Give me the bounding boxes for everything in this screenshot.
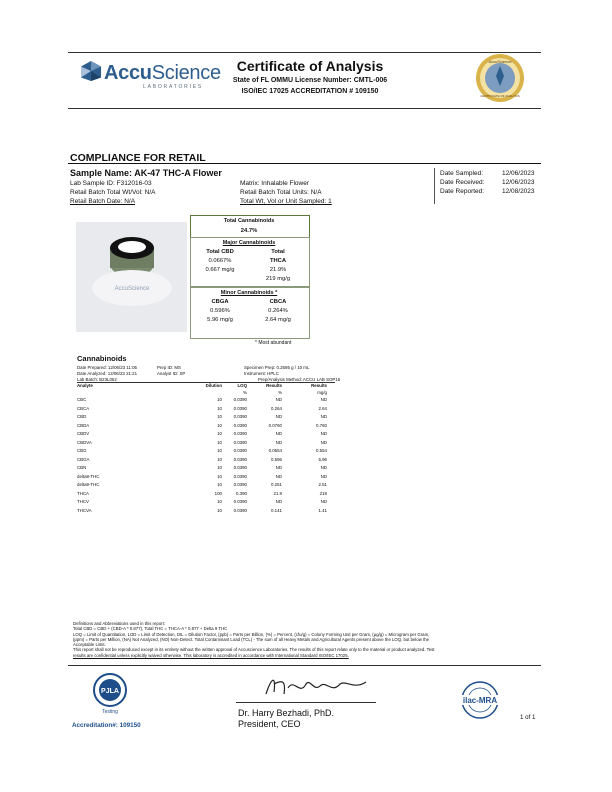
cell-dilution: 10 [217, 499, 222, 504]
footer-top-rule [68, 665, 541, 666]
table-row [77, 474, 335, 482]
col-loq: LOQ [237, 383, 247, 388]
cell-analyte: THCV [77, 499, 89, 504]
cell-dilution: 10 [217, 507, 222, 513]
svg-text:AccuScience: AccuScience [114, 286, 150, 292]
instrument: Instrument: HPLC [244, 371, 279, 376]
cell-result-mg: 0.554 [316, 448, 327, 453]
signer-name: Dr. Harry Bezhadi, PhD. [238, 708, 335, 718]
page-number: 1 of 1 [520, 714, 536, 721]
cell-dilution: 10 [217, 405, 222, 411]
cell-dilution: 10 [217, 456, 222, 462]
date-sampled-value: 12/06/2023 [502, 170, 535, 177]
cell-result-pct: 0.0760 [268, 422, 282, 428]
cell-result-mg: 0.760 [316, 422, 327, 428]
cell-loq: 0.0390 [233, 397, 247, 402]
cell-analyte: CBDV [77, 431, 90, 436]
accuscience-logo-icon [80, 60, 102, 82]
cell-loq: 0.0390 [233, 448, 247, 453]
total-wt-sampled: Total Wt, Vol or Unit Sampled: 1 [240, 198, 332, 205]
total-thca-pct: 21.9% [269, 267, 287, 273]
cell-loq: 0.0390 [233, 456, 247, 462]
total-cannabinoids-value: 24.7% [240, 228, 258, 234]
iso-accreditation: ISO/IEC 17025 ACCREDITATION # 109150 [241, 88, 379, 95]
retail-batch-units: Retail Batch Total Units: N/A [240, 189, 322, 196]
cell-result-mg: ND [320, 397, 327, 402]
cell-loq: 0.0390 [233, 405, 247, 411]
footer-note-line: Definitions and Abbreviations used in this report: [73, 621, 165, 626]
table-row [77, 414, 335, 422]
pjla-logo-icon [86, 672, 134, 718]
lab-sample-id: Lab Sample ID: F312016-03 [70, 180, 152, 187]
cell-loq: 0.0390 [233, 465, 247, 470]
cell-analyte: CBN [77, 465, 87, 470]
date-reported-label: Date Reported: [440, 188, 485, 195]
total-thca-label-2: THCA [269, 258, 287, 264]
section-title: COMPLIANCE FOR RETAIL [70, 152, 206, 164]
table-row [77, 491, 335, 499]
major-cannabinoids-title: Major Cannabinoids [222, 240, 276, 246]
total-cbd-mg: 0.667 mg/g [205, 267, 235, 273]
cell-result-mg: ND [320, 414, 327, 419]
unit-loq: % [243, 390, 247, 395]
footer-note-line: (ppm) = Parts per Million, (NA) Not Analyzed, (NO) Non-Detect. Total Contaminant Load (TCL) - The sum of all Heavy Metals and Agricultural Agents present above the LOQ, but below the [73, 636, 430, 642]
cell-dilution: 10 [217, 448, 222, 453]
table-row [77, 457, 335, 465]
cell-result-mg: 2.51 [318, 482, 327, 487]
cell-analyte: CBC [77, 397, 87, 402]
cell-analyte: CBD [77, 414, 87, 419]
cell-analyte: CBCA [77, 405, 90, 411]
cell-dilution: 10 [217, 397, 222, 402]
signature-line [236, 702, 376, 703]
footer-note-line: Acceptable Limit. [73, 642, 106, 648]
cell-analyte: CBDA [77, 422, 90, 428]
table-row [77, 440, 335, 448]
cell-result-pct: ND [275, 473, 282, 479]
cbga-pct: 0.596% [210, 308, 230, 314]
cbca-label: CBCA [269, 299, 287, 305]
cell-result-mg: 5.96 [318, 456, 327, 462]
cell-result-pct: 21.9 [273, 490, 282, 496]
col-dilution: Dilution [205, 383, 222, 388]
cell-result-pct: ND [275, 465, 282, 470]
matrix: Matrix: Inhalable Flower [240, 180, 309, 187]
svg-text:Testing: Testing [102, 709, 118, 715]
col-results-pct: Results [266, 383, 282, 388]
section-rule [68, 163, 541, 164]
cell-loq: 0.0390 [233, 499, 247, 504]
document-title: Certificate of Analysis [236, 58, 384, 74]
table-row [77, 508, 335, 516]
svg-text:PJLA: PJLA [101, 688, 119, 695]
cell-loq: 0.0390 [233, 473, 247, 479]
cell-analyte: THCVA [77, 507, 92, 513]
footer-note-line: LOQ = Limit of Quantitation, LOD = Limit of Detection, DIL = Dilution Factor, (ppb) = Parts per Billion, (%) = Percent, (cfu/g) = Colony Forming Unit per Gram, (µg/g) = Microgram per Gram, [73, 631, 430, 637]
table-row [77, 465, 335, 473]
footer-note-line: This report shall not be reproduced except in its entirety without the written approval of Accuscience Laboratories. The results of this report relate only to the material or product analyzed. Test [73, 647, 435, 653]
cell-loq: 0.0390 [233, 414, 247, 419]
table-row [77, 406, 335, 414]
date-received-label: Date Received: [440, 179, 485, 186]
header-rule [68, 108, 541, 109]
cell-result-pct: ND [275, 439, 282, 445]
total-cbd-label: Total CBD [206, 249, 234, 255]
dates-divider [434, 168, 436, 204]
cell-loq: 0.390 [236, 490, 247, 496]
minor-cannabinoids-title: Minor Cannabinoids * [220, 290, 278, 296]
cell-result-pct: 0.596 [271, 456, 282, 462]
logo-subtitle: LABORATORIES [143, 84, 204, 90]
table-row [77, 431, 335, 439]
cell-analyte: delta9-THC [77, 482, 100, 487]
cell-result-mg: ND [320, 499, 327, 504]
cell-result-mg: 219 [319, 490, 327, 496]
footer-note-line: results are confidential unless explicitly waived otherwise. This laboratory is accredited in accordance with International Standard ISO/IEC 17025. [73, 652, 349, 658]
most-abundant-note: * Most abundant [255, 340, 292, 346]
date-received-value: 12/06/2023 [502, 179, 535, 186]
cell-analyte: CBDVA [77, 439, 92, 445]
jar-illustration [76, 222, 187, 332]
ilac-mra-logo-icon [452, 680, 508, 720]
cell-result-mg: 2.64 [318, 405, 327, 411]
analyst-id: Analyst ID: SP [157, 371, 186, 376]
sample-name: Sample Name: AK-47 THC-A Flower [70, 168, 222, 178]
table-row [77, 423, 335, 431]
cell-loq: 0.0390 [233, 431, 247, 436]
svg-text:ilac-MRA: ilac-MRA [462, 696, 498, 705]
cell-result-pct: 0.264 [271, 405, 282, 411]
col-results-mg: Results [311, 383, 327, 388]
table-row [77, 397, 335, 405]
logo-name: AccuScience [104, 62, 221, 84]
cell-result-pct: 0.141 [271, 507, 282, 513]
cell-result-pct: ND [275, 397, 282, 402]
table-row [77, 482, 335, 490]
svg-text:CERTIFICATE OF ANALYSIS: CERTIFICATE OF ANALYSIS [480, 94, 520, 98]
cell-result-pct: ND [275, 499, 282, 504]
cell-result-mg: ND [320, 465, 327, 470]
cell-analyte: CBG [77, 448, 87, 453]
prep-id: Prep ID: MS [157, 365, 181, 370]
cell-dilution: 10 [217, 431, 222, 436]
top-rule [68, 52, 541, 53]
cell-loq: 0.0390 [233, 422, 247, 428]
total-cbd-pct: 0.0667% [208, 258, 232, 264]
cbga-mg: 5.96 mg/g [207, 317, 233, 323]
unit-results-pct: % [278, 390, 282, 395]
cell-result-mg: ND [320, 473, 327, 479]
specimen-prep: Specimen Prep: 0.2595 g / 10 mL [244, 365, 310, 370]
cell-analyte: THCA [77, 490, 89, 496]
total-cannabinoids-title: Total Cannabinoids [223, 218, 275, 224]
footer-note-line: Total CBD = CBD + (CBD-A * 0.877), Total THC = THCA-A * 0.877 + Delta 9 THC [73, 626, 228, 632]
cannabinoids-title: Cannabinoids [77, 354, 127, 363]
cbca-pct: 0.264% [268, 308, 288, 314]
cell-result-mg: ND [320, 439, 327, 445]
cell-analyte: CBGA [77, 456, 90, 462]
table-row [77, 499, 335, 507]
signature-scribble [262, 672, 372, 700]
cbca-mg: 2.64 mg/g [265, 317, 291, 323]
lab-batch: Lab Batch: B23L052 [77, 377, 117, 382]
cell-analyte: delta8-THC [77, 473, 100, 479]
cell-dilution: 100 [214, 490, 222, 496]
cell-dilution: 10 [217, 422, 222, 428]
retail-batch-total: Retail Batch Total Wt/Vol: N/A [70, 189, 156, 196]
date-reported-value: 12/08/2023 [502, 188, 535, 195]
cell-loq: 0.0390 [233, 482, 247, 487]
total-thca-mg: 219 mg/g [265, 276, 291, 282]
cell-result-mg: 1.41 [318, 507, 327, 513]
cell-dilution: 10 [217, 439, 222, 445]
cell-dilution: 10 [217, 465, 222, 470]
product-photo [76, 222, 187, 332]
retail-batch-date: Retail Batch Date: N/A [70, 198, 136, 205]
signer-title: President, CEO [238, 719, 301, 729]
cell-result-pct: 0.0554 [268, 448, 282, 453]
pjla-accreditation: Accreditation#: 109150 [72, 722, 141, 729]
date-analyzed: Date Analyzed: 12/06/23 21:21 [77, 371, 138, 376]
cell-dilution: 10 [217, 414, 222, 419]
date-sampled-label: Date Sampled: [440, 170, 483, 177]
unit-results-mg: mg/g [317, 390, 327, 395]
cell-result-pct: ND [275, 414, 282, 419]
svg-text:AccuScience: AccuScience [488, 59, 512, 64]
certificate-badge-icon [474, 52, 526, 104]
cell-result-pct: 0.251 [271, 482, 282, 487]
footer-notes [73, 621, 543, 658]
cell-dilution: 10 [217, 473, 222, 479]
total-thca-label: Total [271, 249, 285, 255]
cell-loq: 0.0390 [233, 507, 247, 513]
date-prepared: Date Prepared: 12/06/23 11:05 [77, 365, 137, 370]
cell-loq: 0.0390 [233, 439, 247, 445]
cell-dilution: 10 [217, 482, 222, 487]
cell-result-mg: ND [320, 431, 327, 436]
cbga-label: CBGA [211, 299, 229, 305]
cell-result-pct: ND [275, 431, 282, 436]
prep-method: Prep/Analysis Method: ACCU LAB SOP15 [258, 377, 341, 382]
license-number: State of FL OMMU License Number: CMTL-006 [232, 77, 388, 84]
table-row [77, 448, 335, 456]
col-analyte: Analyte [77, 383, 93, 388]
